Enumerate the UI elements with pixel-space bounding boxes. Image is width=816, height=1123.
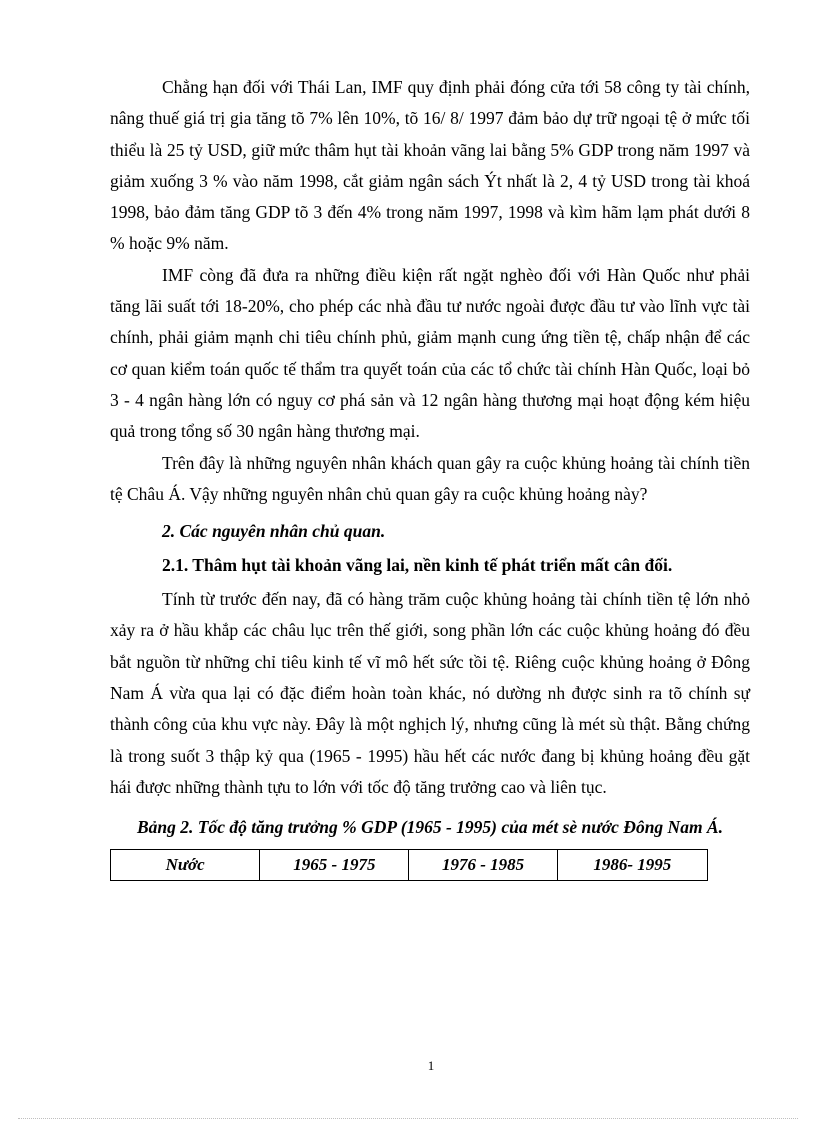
table-header-1986-1995: 1986- 1995	[557, 850, 707, 881]
page-number: 1	[427, 1058, 435, 1073]
table-header-country: Nước	[111, 850, 260, 881]
subsection-heading: 2.1. Thâm hụt tài khoản vãng lai, nền kinh tế phát triển mất cân đối.	[162, 555, 673, 576]
paragraph-crisis-history: Tính từ trước đến nay, đã có hàng trăm cuộc khủng hoảng tài chính tiền tệ lớn nhỏ xảy ra ở hầu khắp các châu lục trên thế giới, song phần lớn các cuộc khủng hoảng đó đều bắt nguồn từ những chỉ tiêu kinh tế vĩ mô hết sức tồi tệ. Riêng cuộc khủng hoảng ở Đông Nam Á vừa qua lại có đặc điểm hoàn toàn khác, nó dường nh được sinh ra tõ chính sự thành công của khu vực này. Đây là một nghịch lý, nhưng cũng là mét sù thật. Bằng chứng là trong suốt 3 thập kỷ qua (1965 - 1995) hầu hết các nước đang bị khủng hoảng đều gặt hái được những thành tựu to lớn với tốc độ tăng trưởng cao và liên tục.	[110, 589, 750, 797]
paragraph-korea-imf: IMF còng đã đưa ra những điều kiện rất ngặt nghèo đối với Hàn Quốc như phải tăng lãi suất tới 18-20%, cho phép các nhà đầu tư nước ngoài được đầu tư vào lĩnh vực tài chính, phải giảm mạnh chi tiêu chính phủ, giảm mạnh cung ứng tiền tệ, chấp nhận để các cơ quan kiểm toán quốc tế thẩm tra quyết toán của các tổ chức tài chính Hàn Quốc, loại bỏ 3 - 4 ngân hàng lớn có nguy cơ phá sản và 12 ngân hàng thương mại hoạt động kém hiệu quả trong tổng số 30 ngân hàng thương mại.	[110, 264, 750, 442]
document-body	[110, 72, 750, 881]
table-header-1976-1985: 1976 - 1985	[409, 850, 557, 881]
gdp-growth-table	[110, 849, 708, 881]
page-bottom-divider	[18, 1118, 798, 1119]
section-heading: 2. Các nguyên nhân chủ quan.	[162, 521, 386, 542]
table-header-row	[111, 850, 708, 881]
paragraph-objective-causes: Trên đây là những nguyên nhân khách quan gây ra cuộc khủng hoảng tài chính tiền tệ Châu Á. Vậy những nguyên nhân chủ quan gây ra cuộc khủng hoảng này?	[110, 452, 750, 504]
table-caption: Bảng 2. Tốc độ tăng trưởng % GDP (1965 - 1995) của mét sè nước Đông Nam Á.	[137, 817, 723, 838]
table-header-1965-1975: 1965 - 1975	[260, 850, 409, 881]
paragraph-thailand-imf: Chẳng hạn đối với Thái Lan, IMF quy định phải đóng cửa tới 58 công ty tài chính, nâng thuế giá trị gia tăng tõ 7% lên 10%, tõ 16/ 8/ 1997 đảm bảo dự trữ ngoại tệ ở mức tối thiểu là 25 tỷ USD, giữ mức thâm hụt tài khoản vãng lai bằng 5% GDP trong năm 1997 và giảm xuống 3 % vào năm 1998, cắt giảm ngân sách Ýt nhất là 2, 4 tỷ USD trong tài khoá 1998, bảo đảm tăng GDP tõ 3 đến 4% trong năm 1997, 1998 và kìm hãm lạm phát dưới 8 % hoặc 9% năm.	[110, 77, 750, 254]
